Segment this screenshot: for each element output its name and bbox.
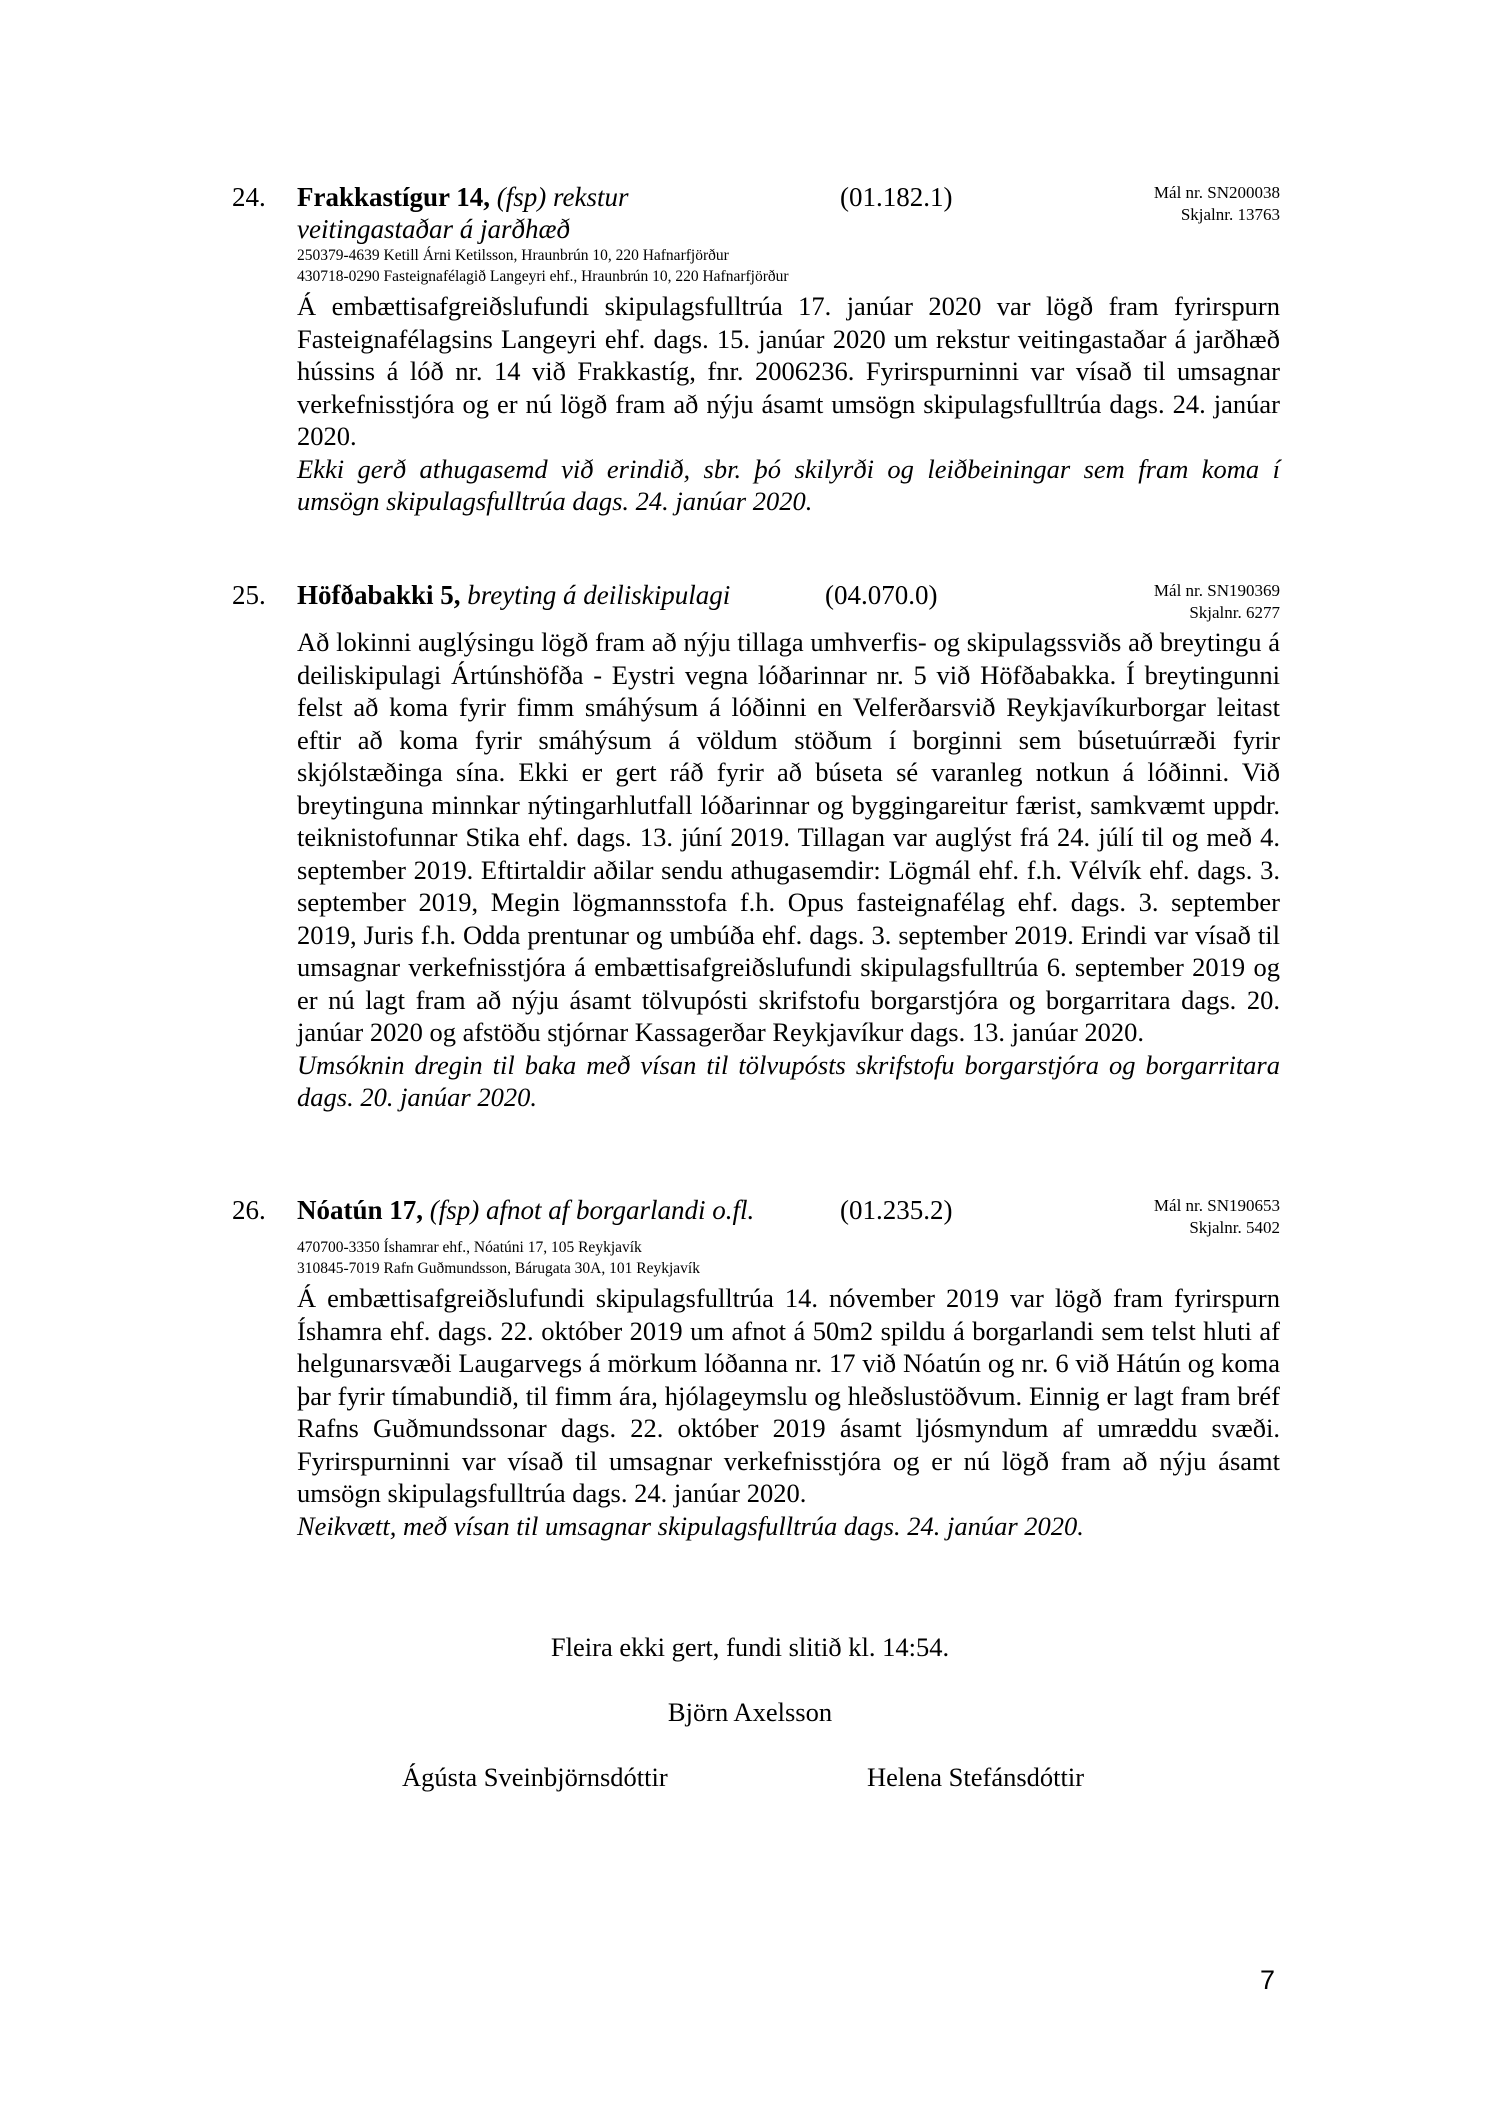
item-body (297, 290, 1280, 518)
item-conclusion: Ekki gerð athugasemd við erindið, sbr. þó skilyrði og leiðbeiningar sem fram koma í umsögn skipulagsfulltrúa dags. 24. janúar 2020. (297, 453, 1280, 516)
document-number: Skjalnr. 6277 (1189, 603, 1280, 622)
item-number: 26. (232, 1195, 266, 1225)
case-number: Mál nr. SN200038 (1153, 183, 1280, 202)
item-title (297, 182, 629, 213)
signer-left: Ágústa Sveinbjörnsdóttir (402, 1762, 668, 1792)
item-title-address: Höfðabakki 5, (297, 580, 461, 610)
item-number: 25. (232, 580, 266, 610)
item-conclusion: Neikvætt, með vísan til umsagnar skipulagsfulltrúa dags. 24. janúar 2020. (297, 1510, 1084, 1541)
closing-statement: Fleira ekki gert, fundi slitið kl. 14:54. (550, 1632, 950, 1662)
page-number: 7 (1259, 1965, 1275, 1995)
case-number: Mál nr. SN190653 (1153, 1196, 1280, 1215)
document-number: Skjalnr. 13763 (1180, 205, 1280, 224)
item-title (297, 1195, 754, 1226)
owner-line: 470700-3350 Íshamrar ehf., Nóatúni 17, 105 Reykjavík (297, 1239, 642, 1256)
item-description: Að lokinni auglýsingu lögð fram að nýju tillaga umhverfis- og skipulagssviðs að breytingu á deiliskipulagi Ártúnshöfða - Eystri vegna lóðarinnar nr. 5 við Höfðabakka. Í breytingunni felst að koma fyrir fimm smáhýsum á lóðinni en Velferðarsvið Reykjavíkurborgar leitast eftir að koma fyrir smáhýsum á völdum stöðum í borginni sem búsetuúrræði fyrir skjólstæðinga sína. Ekki er gert ráð fyrir að búseta sé varanleg notkun á lóðinni. Við breytinguna minnkar nýtingarhlutfall lóðarinnar og byggingareitur færist, samkvæmt uppdr. teiknistofunnar Stika ehf. dags. 13. júní 2019. Tillagan var auglýst frá 24. júlí til og með 4. september 2019. Eftirtaldir aðilar sendu athugasemdir: Lögmál ehf. f.h. Vélvík ehf. dags. 3. september 2019, Megin lögmannsstofa f.h. Opus fasteignafélag ehf. dags. 3. september 2019, Juris f.h. Odda prentunar og umbúða ehf. dags. 3. september 2019. Erindi var vísað til umsagnar verkefnisstjóra á embættisafgreiðslufundi skipulagsfulltrúa 6. september 2019 og er nú lagt fram að nýju ásamt tölvupósti skrifstofu borgarstjóra og borgarritara dags. 20. janúar 2020 og afstöðu stjórnar Kassagerðar Reykjavíkur dags. 13. janúar 2020. (297, 627, 1280, 1047)
item-title (297, 580, 730, 611)
item-conclusion: Umsóknin dregin til baka með vísan til tölvupósts skrifstofu borgarstjóra og borgarritara dags. 20. janúar 2020. (297, 1049, 1280, 1112)
item-description: Á embættisafgreiðslufundi skipulagsfulltrúa 14. nóvember 2019 var lögð fram fyrirspurn Íshamra ehf. dags. 22. október 2019 um afnot á 50m2 spildu á borgarlandi sem telst hluti af helgunarsvæði Laugarvegs á mörkum lóðanna nr. 17 við Nóatún og nr. 6 við Hátún og koma þar fyrir tímabundið, til fimm ára, hjólageymslu og hleðslustöðvum. Einnig er lagt fram bréf Rafns Guðmundssonar dags. 22. október 2019 ásamt ljósmyndum af umræddu svæði. Fyrirspurninni var vísað til umsagnar verkefnisstjóra og er nú lögð fram að nýju ásamt umsögn skipulagsfulltrúa dags. 24. janúar 2020. (297, 1283, 1280, 1508)
item-owners (297, 1237, 700, 1279)
signer-right: Helena Stefánsdóttir (867, 1762, 1085, 1792)
item-code: (01.182.1) (840, 182, 953, 212)
item-code: (04.070.0) (825, 580, 938, 610)
signer-center: Björn Axelsson (667, 1697, 833, 1727)
item-title-subject: breyting á deiliskipulagi (467, 580, 731, 610)
item-title-subject: (fsp) rekstur (496, 182, 629, 212)
case-number: Mál nr. SN190369 (1153, 581, 1280, 600)
owner-line: 250379-4639 Ketill Árni Ketilsson, Hraunbrún 10, 220 Hafnarfjörður (297, 247, 729, 264)
item-title-address: Nóatún 17, (297, 1195, 424, 1225)
item-refs (1060, 182, 1280, 226)
item-code: (01.235.2) (840, 1195, 953, 1225)
item-owners (297, 245, 789, 287)
item-title-address: Frakkastígur 14, (297, 182, 491, 212)
item-body (297, 626, 1280, 1114)
item-title-subject: (fsp) afnot af borgarlandi o.fl. (429, 1195, 755, 1225)
item-refs (1060, 580, 1280, 624)
owner-line: 310845-7019 Rafn Guðmundsson, Bárugata 30A, 101 Reykjavík (297, 1260, 700, 1277)
item-number: 24. (232, 182, 266, 212)
item-title-line2: veitingastaðar á jarðhæð (297, 214, 571, 244)
document-number: Skjalnr. 5402 (1189, 1218, 1280, 1237)
item-description: Á embættisafgreiðslufundi skipulagsfulltrúa 17. janúar 2020 var lögð fram fyrirspurn Fasteignafélagsins Langeyri ehf. dags. 15. janúar 2020 um rekstur veitingastaðar á jarðhæð hússins á lóð nr. 14 við Frakkastíg, fnr. 2006236. Fyrirspurninni var vísað til umsagnar verkefnisstjóra og er nú lögð fram að nýju ásamt umsögn skipulagsfulltrúa dags. 24. janúar 2020. (297, 291, 1280, 451)
item-body (297, 1282, 1280, 1542)
item-refs (1060, 1195, 1280, 1239)
owner-line: 430718-0290 Fasteignafélagið Langeyri ehf., Hraunbrún 10, 220 Hafnarfjörður (297, 268, 789, 285)
